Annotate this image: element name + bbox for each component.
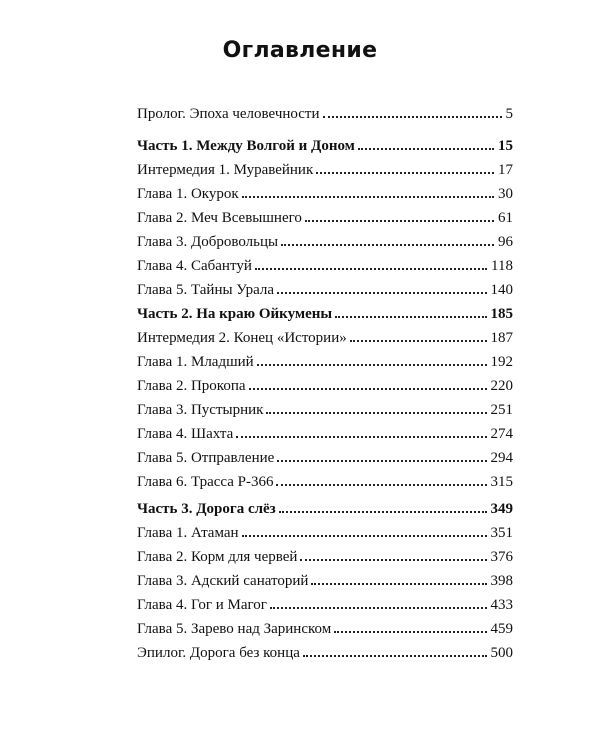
toc-entry — [137, 470, 513, 491]
toc-entry-label: Глава 6. Трасса Р-366 — [137, 474, 274, 490]
dot-leader — [257, 350, 487, 366]
dot-leader — [270, 593, 487, 609]
toc-entry — [137, 521, 513, 542]
dot-leader — [277, 278, 486, 294]
toc-entry-page-number: 459 — [490, 621, 513, 637]
dot-leader — [305, 206, 494, 222]
toc-entry — [137, 182, 513, 203]
dot-leader — [300, 545, 486, 561]
toc-entry-page-number: 500 — [490, 645, 513, 661]
toc-entry — [137, 206, 513, 227]
dot-leader — [281, 230, 494, 246]
dot-leader — [279, 497, 487, 513]
toc-entry-page-number: 5 — [505, 106, 513, 122]
toc-entry-label: Глава 3. Пустырник — [137, 402, 264, 418]
toc-entry-label: Интермедия 2. Конец «Истории» — [137, 330, 347, 346]
page-title: Оглавление — [222, 38, 378, 63]
toc-entry-label: Глава 2. Корм для червей — [137, 549, 298, 565]
toc-entry-page-number: 220 — [490, 378, 513, 394]
toc-entry-page-number: 294 — [490, 450, 513, 466]
toc-entry — [137, 569, 513, 590]
toc-entry-label: Глава 1. Окурок — [137, 186, 239, 202]
toc-entry-page-number: 17 — [498, 162, 513, 178]
toc-entry-label: Глава 1. Младший — [137, 354, 254, 370]
toc-entry — [137, 230, 513, 251]
toc-entry-page-number: 376 — [490, 549, 513, 565]
toc-entry — [137, 278, 513, 299]
dot-leader — [255, 254, 487, 270]
toc-entry — [137, 593, 513, 614]
toc-entry-page-number: 30 — [498, 186, 513, 202]
toc-entry-label: Глава 4. Шахта — [137, 426, 234, 442]
toc-entry-label: Интермедия 1. Муравейник — [137, 162, 314, 178]
dot-leader — [249, 374, 487, 390]
toc-entry-page-number: 96 — [498, 234, 513, 250]
toc-entry-label: Глава 4. Гог и Магог — [137, 597, 267, 613]
dot-leader — [276, 470, 486, 486]
toc-entry-label: Часть 3. Дорога слёз — [137, 501, 276, 517]
toc-entry-label: Глава 5. Зарево над Заринском — [137, 621, 332, 637]
toc-entry-label: Глава 5. Тайны Урала — [137, 282, 275, 298]
toc-entry-label: Глава 3. Адский санаторий — [137, 573, 309, 589]
toc-entry-page-number: 349 — [490, 501, 513, 517]
dot-leader — [277, 446, 486, 462]
dot-leader — [334, 617, 486, 633]
toc-entry-page-number: 118 — [491, 258, 513, 274]
toc-entry — [137, 102, 513, 123]
toc-entry-label: Глава 2. Меч Всевышнего — [137, 210, 302, 226]
toc-entry — [137, 326, 513, 347]
dot-leader — [266, 398, 486, 414]
toc-entry-label: Глава 4. Сабантуй — [137, 258, 252, 274]
toc-entry — [137, 254, 513, 275]
toc-entry — [137, 350, 513, 371]
toc-entry-page-number: 398 — [490, 573, 513, 589]
toc-entry-label: Глава 3. Добровольцы — [137, 234, 279, 250]
toc-entry-page-number: 187 — [490, 330, 513, 346]
dot-leader — [335, 302, 486, 318]
toc-entry-page-number: 192 — [490, 354, 513, 370]
toc-entry — [137, 158, 513, 179]
toc-entry-page-number: 274 — [490, 426, 513, 442]
dot-leader — [350, 326, 487, 342]
dot-leader — [316, 158, 494, 174]
toc-entry-label: Глава 5. Отправление — [137, 450, 275, 466]
toc-entry-label: Часть 1. Между Волгой и Доном — [137, 138, 355, 154]
dot-leader — [323, 102, 502, 118]
toc-entry — [137, 374, 513, 395]
toc-entry-page-number: 185 — [490, 306, 513, 322]
toc-entry-page-number: 351 — [490, 525, 513, 541]
toc-entry-label: Глава 2. Прокопа — [137, 378, 246, 394]
toc-entry — [137, 446, 513, 467]
dot-leader — [311, 569, 486, 585]
toc-entry-page-number: 251 — [490, 402, 513, 418]
toc-part-entry — [137, 497, 513, 518]
dot-leader — [242, 182, 494, 198]
dot-leader — [358, 134, 494, 150]
toc-entry — [137, 545, 513, 566]
toc-entry-page-number: 433 — [490, 597, 513, 613]
toc-part-entry — [137, 302, 513, 323]
dot-leader — [236, 422, 486, 438]
toc-entry — [137, 641, 513, 662]
toc-entry — [137, 422, 513, 443]
toc-entry-label: Эпилог. Дорога без конца — [137, 645, 300, 661]
toc-entry-label: Глава 1. Атаман — [137, 525, 239, 541]
toc-entry-page-number: 61 — [498, 210, 513, 226]
toc-entry-label: Пролог. Эпоха человечности — [137, 106, 320, 122]
dot-leader — [242, 521, 487, 537]
toc-part-entry — [137, 134, 513, 155]
toc-entry — [137, 617, 513, 638]
toc-entry-label: Часть 2. На краю Ойкумены — [137, 306, 333, 322]
toc-entry-page-number: 315 — [490, 474, 513, 490]
toc-entry — [137, 398, 513, 419]
toc-entry-page-number: 140 — [490, 282, 513, 298]
dot-leader — [303, 641, 487, 657]
toc-entry-page-number: 15 — [498, 138, 513, 154]
